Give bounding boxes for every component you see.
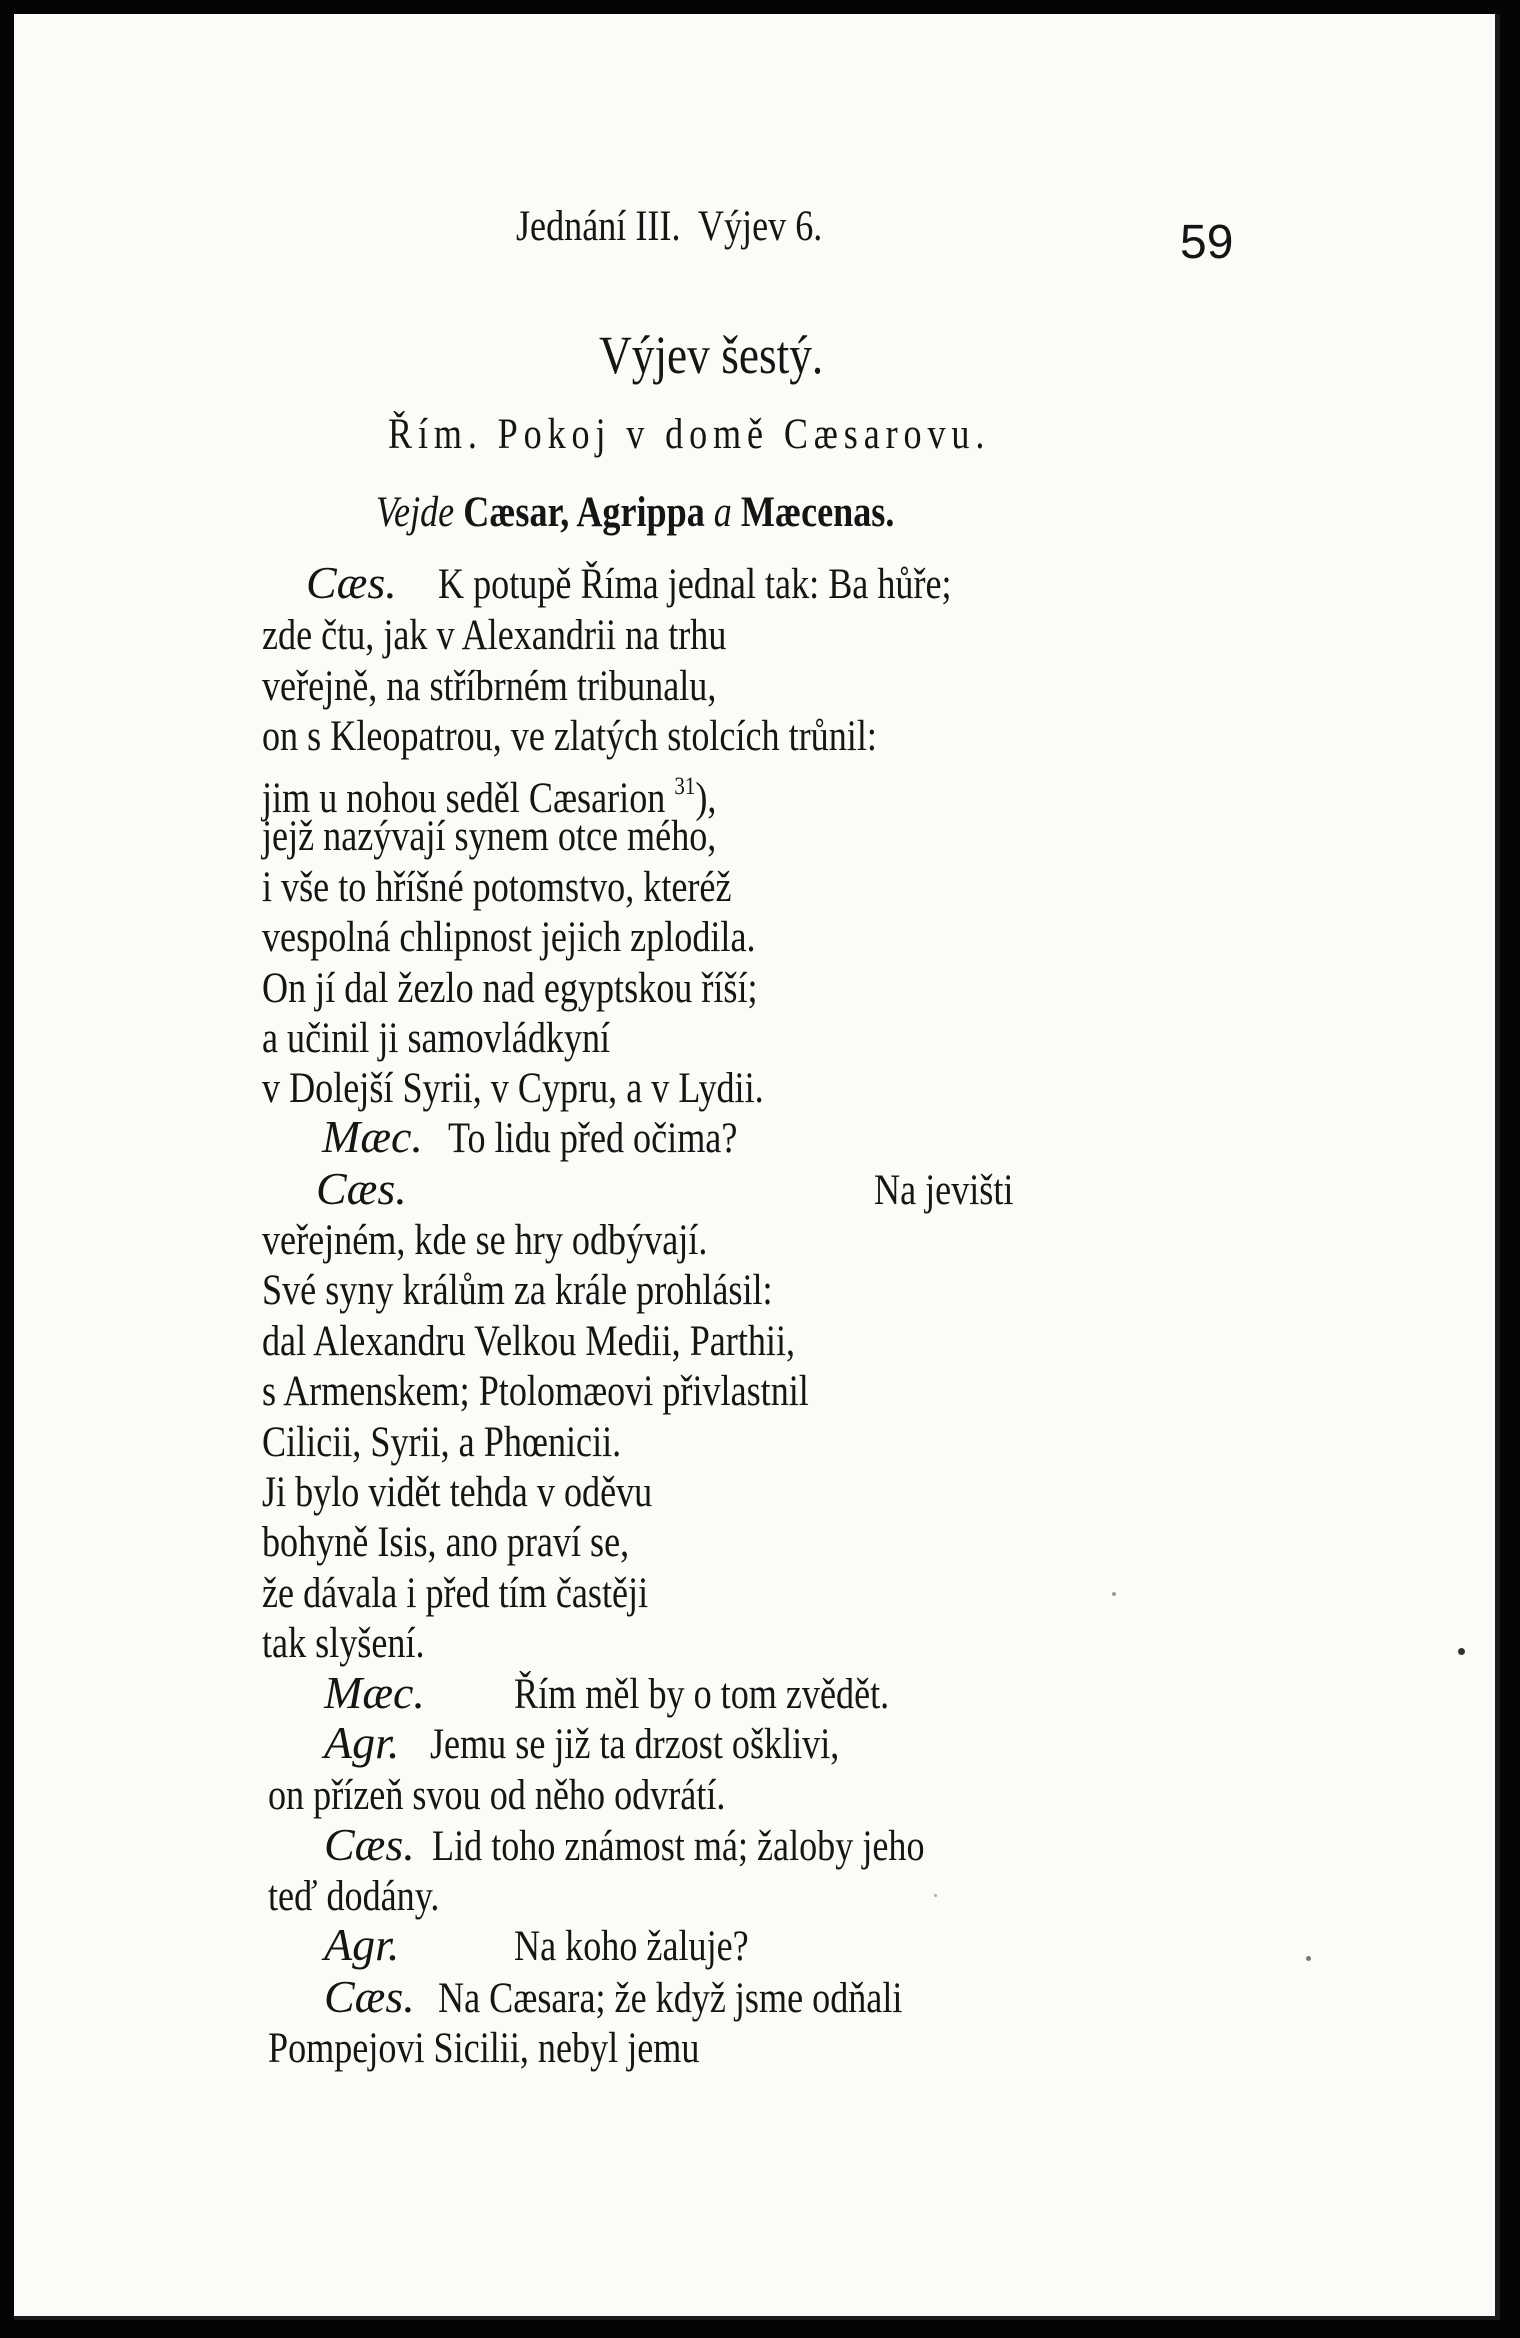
direction-names: Cæsar, Agrippa xyxy=(463,489,705,536)
verse-line: zde čtu, jak v Alexandrii na trhu xyxy=(262,612,727,659)
verse-line: jejž nazývají synem otce mého, xyxy=(262,813,717,860)
paper-speck xyxy=(934,1894,937,1897)
verse-line: Na Cæsara; že když jsme odňali xyxy=(438,1975,903,2022)
verse-line: veřejném, kde se hry odbývají. xyxy=(262,1217,708,1264)
speaker-label: Mæc. xyxy=(324,1667,425,1718)
stage-direction xyxy=(376,488,993,538)
verse-line: Pompejovi Sicilii, nebyl jemu xyxy=(268,2025,700,2072)
running-title: Jednání III. Výjev 6. xyxy=(516,203,823,250)
speaker-label: Mæc. xyxy=(322,1111,423,1162)
verse-line: K potupě Říma jednal tak: Ba hůře; xyxy=(438,561,952,608)
verse-line: Jemu se již ta drzost ošklivi, xyxy=(430,1721,840,1768)
verse-line: To lidu před očima? xyxy=(448,1115,738,1162)
verse-line: že dávala i před tím častěji xyxy=(262,1570,649,1617)
verse-line: Na jevišti xyxy=(874,1167,1014,1214)
verse-line: teď dodány. xyxy=(268,1873,440,1920)
direction-verb: Vejde xyxy=(376,489,455,536)
footnote-marker: 31 xyxy=(674,773,696,800)
page-number: 59 xyxy=(1180,216,1234,269)
speaker-label: Agr. xyxy=(324,1919,400,1970)
paper-speck xyxy=(1458,1648,1465,1655)
scene-location: Řím. Pokoj v domě Cæsarovu. xyxy=(388,411,991,458)
verse-line: s Armenskem; Ptolomæovi přivlastnil xyxy=(262,1368,809,1415)
direction-last: Mæcenas. xyxy=(740,489,895,536)
direction-and: a xyxy=(713,489,732,536)
verse-line: a učinil ji samovládkyní xyxy=(262,1015,611,1062)
paper-speck xyxy=(1306,1956,1311,1961)
verse-line: jim u nohou seděl Cæsarion $^{31}$), xyxy=(262,773,717,822)
verse-line: on přízeň svou od něho odvrátí. xyxy=(268,1772,726,1819)
verse-line: Na koho žaluje? xyxy=(514,1923,749,1970)
verse-line: Lid toho známost má; žaloby jeho xyxy=(432,1823,925,1870)
speaker-label: Cæs. xyxy=(324,1819,415,1870)
verse-line: Řím měl by o tom zvědět. xyxy=(514,1671,890,1718)
verse-line: on s Kleopatrou, ve zlatých stolcích trůnil: xyxy=(262,713,877,760)
paper-speck xyxy=(1112,1592,1116,1596)
verse-line: Ji bylo vidět tehda v oděvu xyxy=(262,1469,653,1516)
verse-line: v Dolejší Syrii, v Cypru, a v Lydii. xyxy=(262,1065,764,1112)
verse-line: vespolná chlipnost jejich zplodila. xyxy=(262,914,756,961)
verse-line: Cilicii, Syrii, a Phœnicii. xyxy=(262,1419,622,1466)
verse-line: On jí dal žezlo nad egyptskou říší; xyxy=(262,965,758,1012)
speaker-label: Cæs. xyxy=(306,557,397,608)
speaker-label: Agr. xyxy=(324,1717,400,1768)
verse-line: bohyně Isis, ano praví se, xyxy=(262,1519,630,1566)
speaker-label: Cæs. xyxy=(316,1163,407,1214)
verse-line: i vše to hříšné potomstvo, kteréž xyxy=(262,864,732,911)
verse-line: tak slyšení. xyxy=(262,1620,425,1667)
verse-line: veřejně, na stříbrném tribunalu, xyxy=(262,663,717,710)
scene-title: Výjev šestý. xyxy=(599,325,824,385)
speaker-label: Cæs. xyxy=(324,1971,415,2022)
verse-line: Své syny králům za krále prohlásil: xyxy=(262,1267,773,1314)
book-page xyxy=(14,14,1500,2320)
verse-line: dal Alexandru Velkou Medii, Parthii, xyxy=(262,1318,796,1365)
